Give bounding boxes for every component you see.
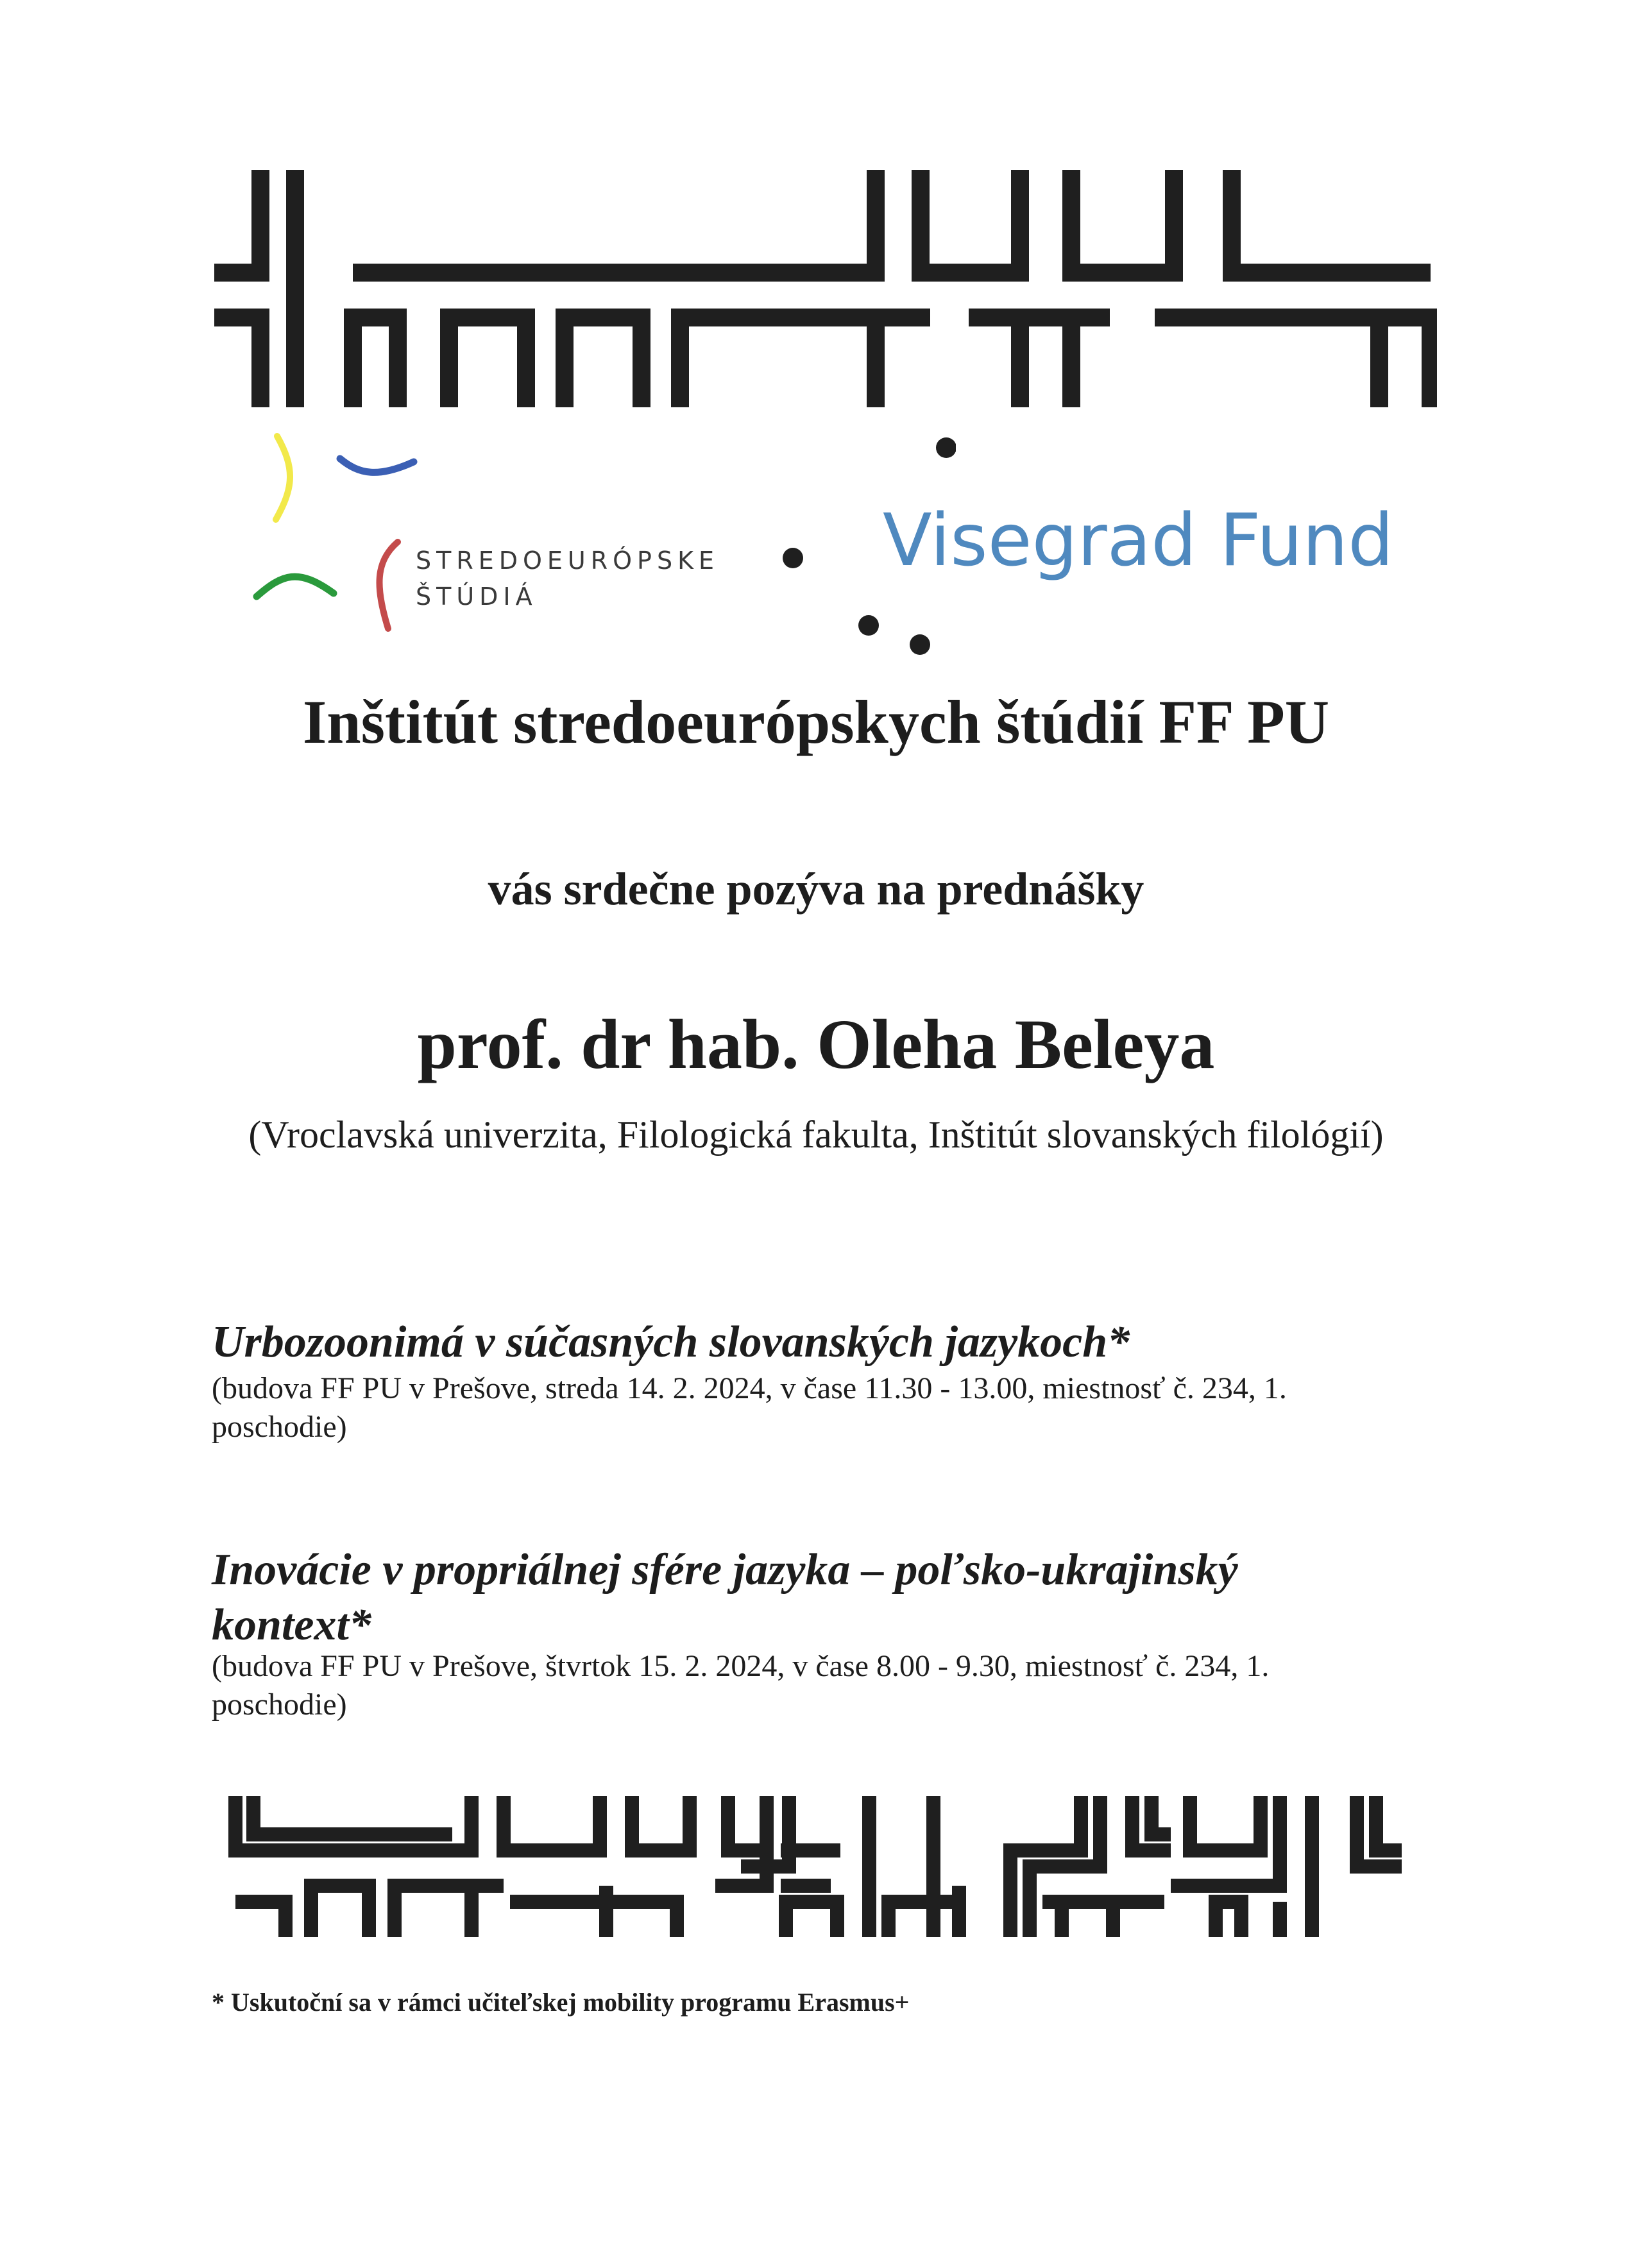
lecture-2-title-line-1: Inovácie v propriálnej sfére jazyka – poľsko-ukrajinský <box>212 1545 1238 1595</box>
invitation-text: vás srdečne pozýva na prednášky <box>488 863 1144 915</box>
footnote: * Uskutoční sa v rámci učiteľskej mobility programu Erasmus+ <box>212 1988 910 2017</box>
stredoeuropske-studia-logo-icon <box>244 423 423 635</box>
lecture-2-details <box>212 1647 1398 1724</box>
visegrad-fund-logo-text: Visegrad Fund <box>883 499 1394 582</box>
lecture-1-details-line-1: (budova FF PU v Prešove, streda 14. 2. 2024, v čase 11.30 - 13.00, miestnosť č. 234, 1. <box>212 1371 1287 1405</box>
institute-title: Inštitút stredoeurópskych štúdií FF PU <box>302 688 1330 756</box>
lecture-1-title <box>212 1315 1431 1370</box>
lecture-2-details-line-2: poschodie) <box>212 1688 347 1722</box>
lecture-1-details <box>212 1369 1398 1446</box>
bottom-ornament <box>228 1790 1408 1943</box>
logo-line-1: STREDOEURÓPSKE <box>416 546 720 575</box>
lecture-1-asterisk: * <box>1107 1317 1130 1367</box>
stredoeuropske-studia-wordmark <box>416 543 719 614</box>
speaker-name: prof. dr hab. Oleha Beleya <box>417 1005 1215 1083</box>
top-ornament <box>205 164 1437 414</box>
lecture-2-title-line-2: kontext <box>212 1600 349 1650</box>
speaker-affiliation: (Vroclavská univerzita, Filologická fakulta, Inštitút slovanských filológií) <box>248 1113 1384 1156</box>
lecture-2-details-line-1: (budova FF PU v Prešove, štvrtok 15. 2. 2024, v čase 8.00 - 9.30, miestnosť č. 234, 1. <box>212 1649 1270 1683</box>
lecture-2-asterisk: * <box>348 1600 371 1650</box>
lecture-1-title-text: Urbozoonimá v súčasných slovanských jazykoch <box>212 1317 1108 1367</box>
lecture-1-details-line-2: poschodie) <box>212 1410 347 1444</box>
logo-line-2: ŠTÚDIÁ <box>416 582 538 611</box>
lecture-2-title <box>212 1543 1431 1653</box>
